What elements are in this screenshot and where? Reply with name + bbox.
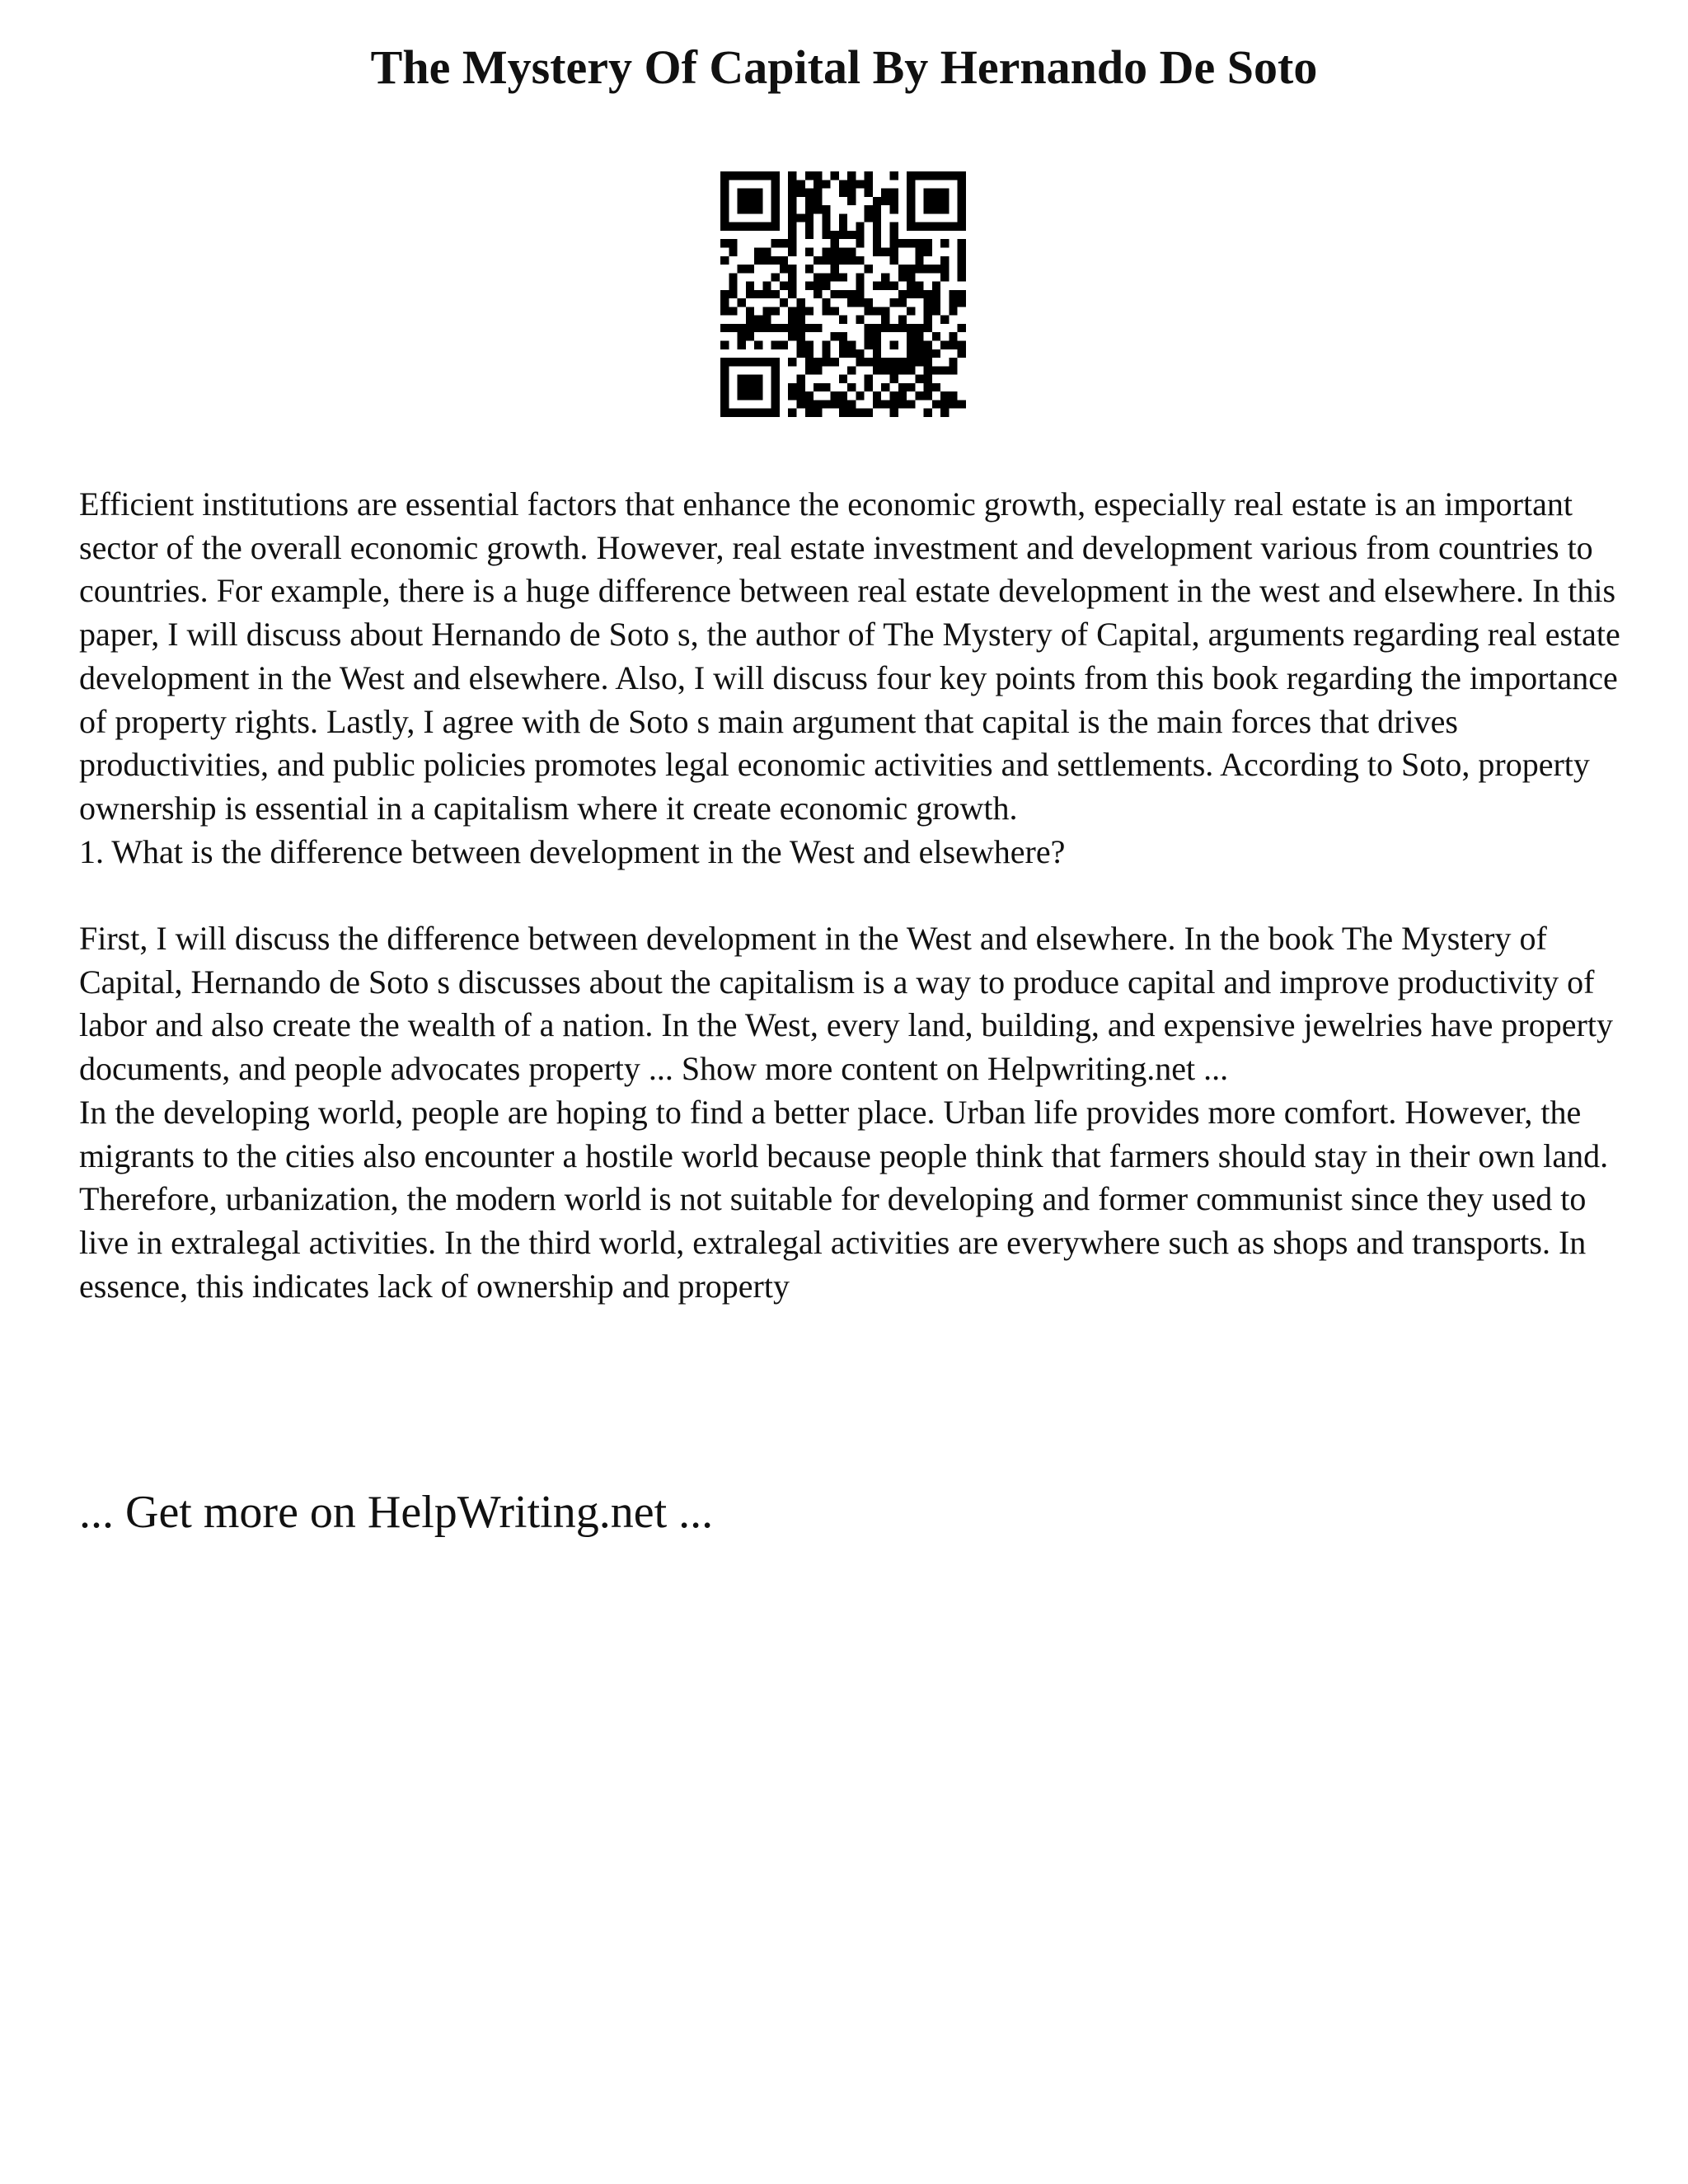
get-more-link[interactable]: ... Get more on HelpWriting.net ... bbox=[79, 1487, 714, 1538]
question-heading: 1. What is the difference between development in the West and elsewhere? bbox=[79, 832, 1066, 870]
page-title: The Mystery Of Capital By Hernando De Soto bbox=[370, 40, 1318, 94]
qr-code-icon bbox=[720, 171, 966, 417]
developing-world-paragraph: In the developing world, people are hoping to find a better place. Urban life provides more comfort. However, the migrants to the cities also encounter a hostile world because people think that farmers should stay in their own land. Therefore, urbanization, the modern world is not suitable for developing and former communist since they used to live in extralegal activities. In the third world, extralegal activities are everywhere such as shops and transports. In essence, this indicates lack of ownership and property bbox=[79, 1093, 1609, 1305]
intro-paragraph: Efficient institutions are essential factors that enhance the economic growth, especially real estate is an important sector of the overall economic growth. However, real estate investment and development various from countries to countries. For example, there is a huge difference between real estate development in the west and elsewhere. In this paper, I will discuss about Hernando de Soto s, the author of The Mystery of Capital, arguments regarding real estate development in the West and elsewhere. Also, I will discuss four key points from this book regarding the importance of property rights. Lastly, I agree with de Soto s main argument that capital is the main forces that drives productivities, and public policies promotes legal economic activities and settlements. According to Soto, property ownership is essential in a capitalism where it create economic growth. bbox=[79, 485, 1620, 827]
first-paragraph: First, I will discuss the difference between development in the West and elsewhere. In the book The Mystery of Capital, Hernando de Soto s discusses about the capitalism is a way to produce capital and improve productivity of labor and also create the wealth of a nation. In the West, every land, building, and expensive jewelries have property documents, and people advocates property ... Show more content on Helpwriting.net ... bbox=[79, 920, 1613, 1088]
paragraph-spacer bbox=[79, 874, 1629, 917]
article-body bbox=[79, 483, 1629, 1308]
